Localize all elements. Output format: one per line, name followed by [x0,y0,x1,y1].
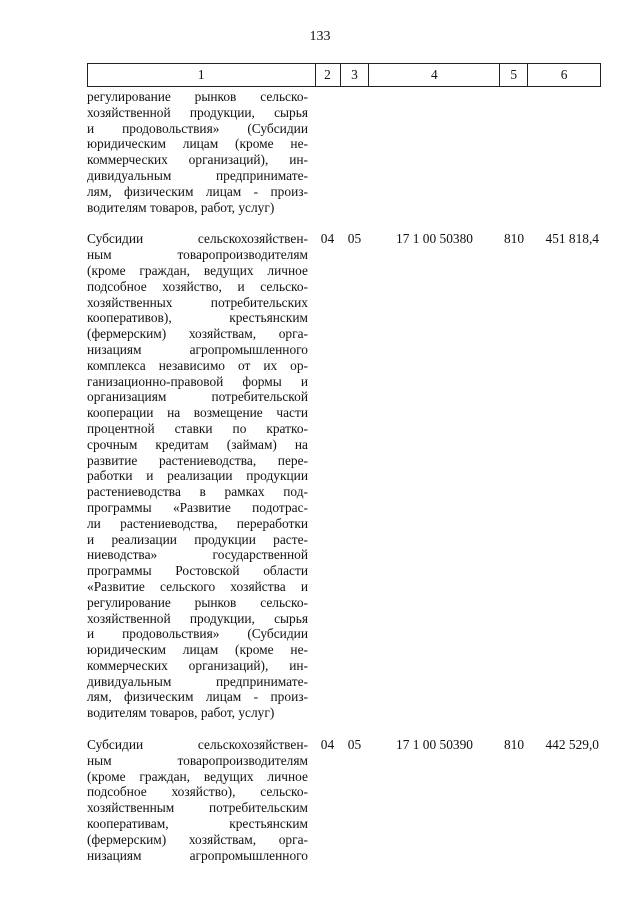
expense-type-code: 810 [503,737,525,753]
description-line: хозяйственной продукции, сырья [87,104,308,120]
description-line: дивидуальным предпринимате- [87,673,308,689]
description-line: низациям агропромышленного [87,341,308,357]
description-line: и продовольствия» (Субсидии [87,626,308,642]
subsection-code: 05 [347,231,362,247]
table-row [87,89,601,215]
row-description [87,89,315,215]
table-body [87,89,601,863]
description-line: комплекса независимо от их ор- [87,357,308,373]
description-line: ганизационно-правовой формы и [87,373,308,389]
description-line: процентной ставки по кратко- [87,420,308,436]
header-cell-1: 1 [88,64,316,86]
section-code: 04 [320,231,335,247]
row-description [87,231,315,721]
table-row [87,231,601,721]
description-line: Субсидии сельскохозяйствен- [87,231,308,247]
description-line: (фермерским) хозяйствам, орга- [87,831,308,847]
description-line: лям, физическим лицам - произ- [87,689,308,705]
amount-value: 451 818,4 [545,231,599,247]
row-description [87,737,315,863]
description-line: водителям товаров, работ, услуг) [87,199,275,215]
description-line: лям, физическим лицам - произ- [87,183,308,199]
table-row [87,737,601,863]
description-line: (кроме граждан, ведущих личное [87,262,308,278]
description-line: работки и реализации продукции [87,468,308,484]
description-line: регулирование рынков сельско- [87,594,308,610]
description-line: ным товаропроизводителям [87,752,308,768]
description-line: и продовольствия» (Субсидии [87,120,308,136]
description-line: программы «Развитие подотрас- [87,499,308,515]
description-line: ным товаропроизводителям [87,247,308,263]
description-line: юридическим лицам (кроме не- [87,136,308,152]
description-line: ли растениеводства, переработки [87,515,308,531]
section-code: 04 [320,737,335,753]
description-line: низациям агропромышленного [87,847,308,863]
table-header-row [87,63,601,87]
description-line: подсобное хозяйство, и сельско- [87,278,308,294]
description-line: коммерческих организаций), ин- [87,657,308,673]
description-line: водителям товаров, работ, услуг) [87,705,275,721]
description-line: организациям потребительской [87,389,308,405]
expense-type-code: 810 [503,231,525,247]
description-line: растениеводства в рамках под- [87,484,308,500]
page-number: 133 [309,29,331,44]
description-line: «Развитие сельского хозяйства и [87,578,308,594]
header-cell-6: 6 [528,64,601,86]
description-line: (кроме граждан, ведущих личное [87,768,308,784]
target-article-code: 17 1 00 50390 [396,737,473,753]
subsection-code: 05 [347,737,362,753]
header-cell-3: 3 [341,64,370,86]
description-line: (фермерским) хозяйствам, орга- [87,326,308,342]
target-article-code: 17 1 00 50380 [396,231,473,247]
description-line: хозяйственной продукции, сырья [87,610,308,626]
description-line: кооперативов), крестьянским [87,310,308,326]
description-line: кооперативам, крестьянским [87,816,308,832]
description-line: развитие растениеводства, пере- [87,452,308,468]
description-line: хозяйственных потребительских [87,294,308,310]
description-line: и реализации продукции расте- [87,531,308,547]
description-line: дивидуальным предпринимате- [87,167,308,183]
description-line: коммерческих организаций), ин- [87,152,308,168]
description-line: Субсидии сельскохозяйствен- [87,737,308,753]
budget-table [87,63,601,863]
description-line: юридическим лицам (кроме не- [87,642,308,658]
header-cell-2: 2 [316,64,341,86]
amount-value: 442 529,0 [545,737,599,753]
description-line: срочным кредитам (займам) на [87,436,308,452]
description-line: кооперации на возмещение части [87,405,308,421]
description-line: программы Ростовской области [87,563,308,579]
description-line: подсобное хозяйство), сельско- [87,784,308,800]
description-line: хозяйственным потребительским [87,800,308,816]
description-line: регулирование рынков сельско- [87,89,308,104]
description-line: ниеводства» государственной [87,547,308,563]
header-cell-4: 4 [369,64,500,86]
header-cell-5: 5 [500,64,528,86]
